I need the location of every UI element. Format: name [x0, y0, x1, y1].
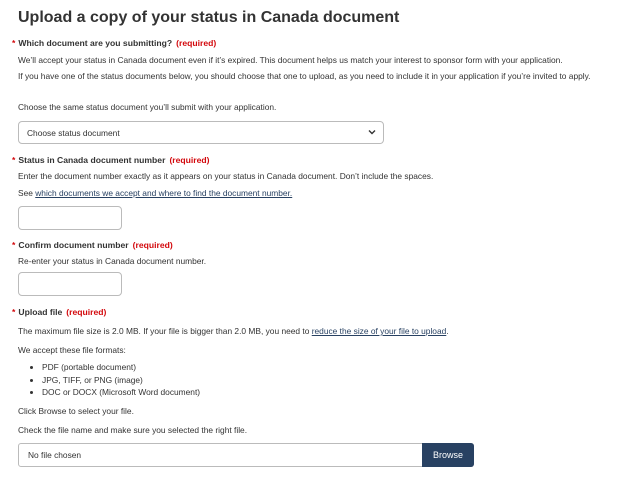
required-tag: (required): [169, 155, 210, 165]
confirm-number-help: Re-enter your status in Canada document number.: [18, 256, 207, 266]
document-type-label: * Which document are you submitting? (required): [12, 38, 217, 48]
required-star: *: [12, 307, 16, 317]
list-item: • DOC or DOCX (Microsoft Word document): [42, 386, 200, 399]
required-tag: (required): [66, 307, 107, 317]
required-star: *: [12, 240, 16, 250]
select-value: Choose status document: [27, 128, 120, 138]
required-star: *: [12, 38, 16, 48]
confirm-number-input[interactable]: [18, 272, 122, 296]
accepted-documents-link[interactable]: which documents we accept and where to find the document number.: [35, 188, 293, 198]
check-file-hint: Check the file name and make sure you selected the right file.: [18, 425, 248, 435]
document-help-text: We’ll accept your status in Canada document even if it’s expired. This document helps us match your interest to sponsor form with your application.: [18, 55, 563, 65]
page-title: Upload a copy of your status in Canada document: [18, 9, 400, 26]
required-tag: (required): [132, 240, 173, 250]
document-number-help: Enter the document number exactly as it appears on your status in Canada document. Don’t include the spaces.: [18, 171, 434, 181]
status-document-select[interactable]: [18, 121, 384, 144]
document-number-input[interactable]: [18, 206, 122, 230]
list-item: • PDF (portable document): [42, 361, 200, 374]
list-item: • JPG, TIFF, or PNG (image): [42, 374, 200, 387]
chevron-down-icon: [367, 127, 377, 137]
confirm-number-label: * Confirm document number (required): [12, 240, 173, 250]
formats-intro: We accept these file formats:: [18, 345, 126, 355]
document-number-see: See which documents we accept and where to find the document number.: [18, 188, 293, 198]
upload-file-label: * Upload file (required): [12, 307, 107, 317]
formats-list: [18, 361, 200, 399]
document-choose-hint: Choose the same status document you’ll submit with your application.: [18, 102, 277, 112]
required-star: *: [12, 155, 16, 165]
browse-hint: Click Browse to select your file.: [18, 406, 134, 416]
browse-button[interactable]: Browse: [422, 443, 474, 467]
file-size-text: The maximum file size is 2.0 MB. If your file is bigger than 2.0 MB, you need to reduce the size of your file to upload.: [18, 326, 449, 336]
required-tag: (required): [176, 38, 217, 48]
file-upload-field[interactable]: [18, 443, 474, 467]
reduce-file-size-link[interactable]: reduce the size of your file to upload: [311, 326, 447, 336]
file-name-display: No file chosen: [28, 450, 82, 460]
document-number-label: * Status in Canada document number (required): [12, 155, 210, 165]
document-help-text-2: If you have one of the status documents below, you should choose that one to upload, as you need to include it in your application if you’re invited to apply.: [18, 71, 591, 81]
